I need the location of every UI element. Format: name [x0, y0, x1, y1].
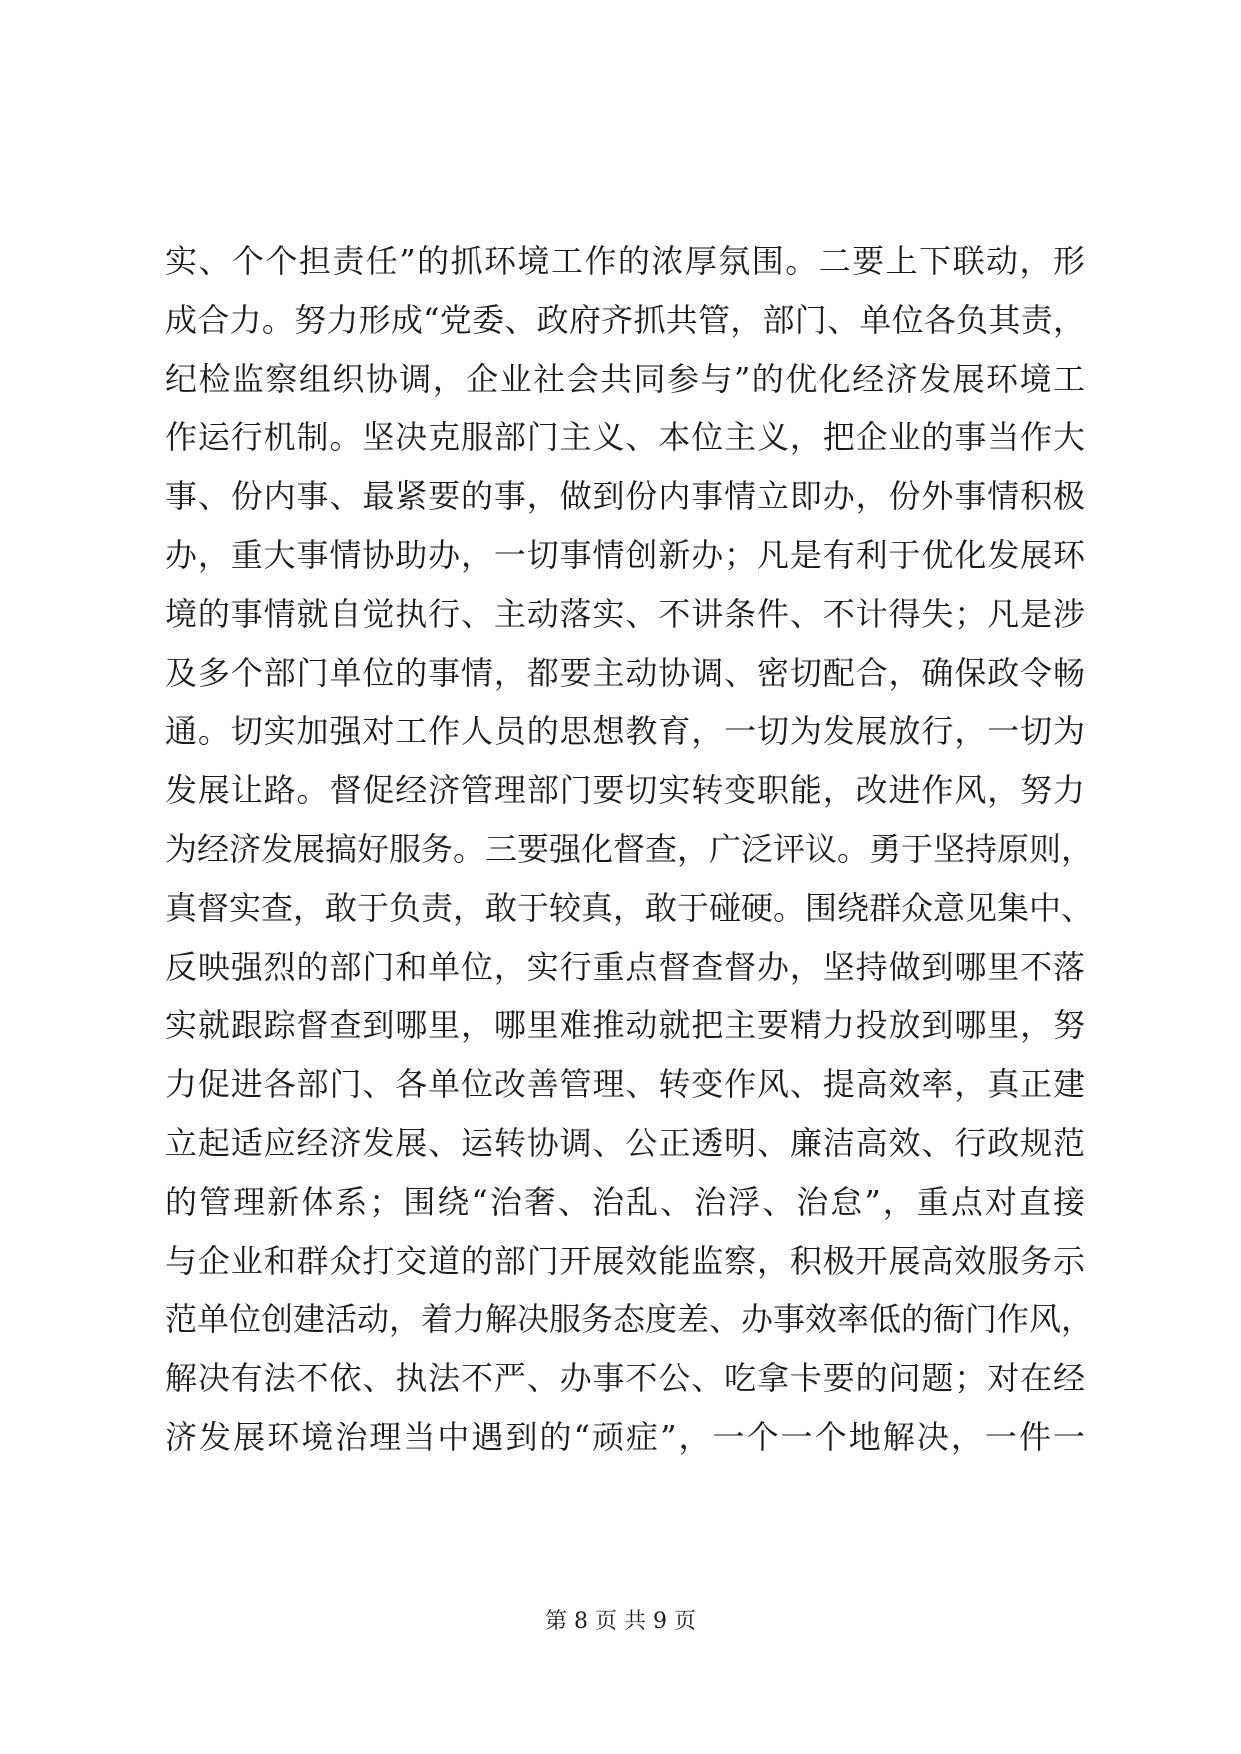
text-line: 立起适应经济发展、运转协调、公正透明、廉洁高效、行政规范: [165, 1123, 1085, 1162]
text-line: 反映强烈的部门和单位，实行重点督查督办，坚持做到哪里不落: [165, 947, 1085, 986]
page-number-label: 第 8 页 共 9 页: [545, 1609, 696, 1634]
text-line: 境的事情就自觉执行、主动落实、不讲条件、不计得失；凡是涉: [165, 594, 1085, 633]
text-line: 为经济发展搞好服务。三要强化督查，广泛评议。勇于坚持原则，: [165, 829, 1094, 868]
text-line: 济发展环境治理当中遇到的“顽症”，一个一个地解决，一件一: [165, 1417, 1085, 1456]
text-line: 实、个个担责任”的抓环境工作的浓厚氛围。二要上下联动，形: [165, 242, 1085, 280]
text-line: 办，重大事情协助办，一切事情创新办；凡是有利于优化发展环: [165, 535, 1085, 574]
text-line: 纪检监察组织协调，企业社会共同参与”的优化经济发展环境工: [165, 359, 1085, 398]
text-line: 解决有法不依、执法不严、办事不公、吃拿卡要的问题；对在经: [165, 1359, 1085, 1398]
text-line: 与企业和群众打交道的部门开展效能监察，积极开展高效服务示: [165, 1241, 1085, 1280]
text-line: 及多个部门单位的事情，都要主动协调、密切配合，确保政令畅: [165, 653, 1085, 692]
body-paragraph: [165, 232, 1094, 1467]
text-line: 通。切实加强对工作人员的思想教育，一切为发展放行，一切为: [165, 712, 1085, 751]
text-line: 发展让路。督促经济管理部门要切实转变职能，改进作风，努力: [165, 771, 1085, 810]
text-line: 真督实查，敢于负责，敢于较真，敢于碰硬。围绕群众意见集中、: [165, 888, 1094, 927]
text-line: 作运行机制。坚决克服部门主义、本位主义，把企业的事当作大: [165, 418, 1085, 457]
text-line: 力促进各部门、各单位改善管理、转变作风、提高效率，真正建: [165, 1065, 1085, 1104]
text-line: 实就跟踪督查到哪里，哪里难推动就把主要精力投放到哪里，努: [165, 1006, 1085, 1045]
page-footer: [0, 1607, 1241, 1637]
text-line: 范单位创建活动，着力解决服务态度差、办事效率低的衙门作风，: [165, 1300, 1094, 1339]
text-line: 成合力。努力形成“党委、政府齐抓共管，部门、单位各负其责，: [165, 300, 1085, 339]
text-line: 事、份内事、最紧要的事，做到份内事情立即办，份外事情积极: [165, 477, 1085, 516]
text-line: 的管理新体系；围绕“治奢、治乱、治浮、治怠”，重点对直接: [165, 1182, 1085, 1221]
